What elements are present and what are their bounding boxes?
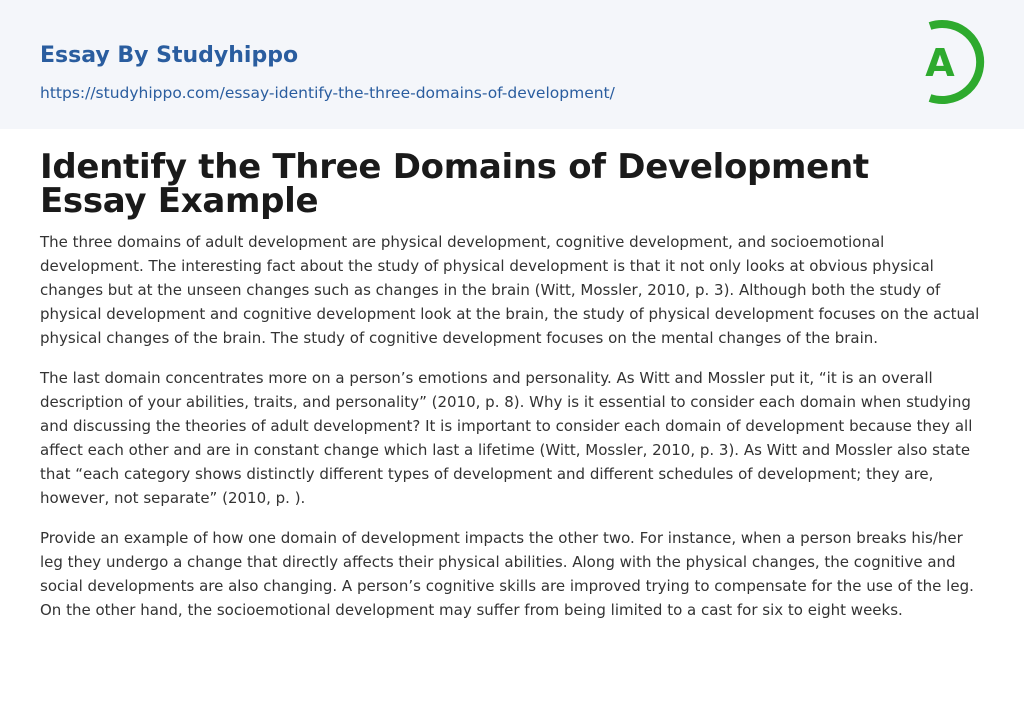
logo-letter: A [925,41,955,85]
studyhippo-logo[interactable] [908,18,988,106]
article-paragraph-2: The last domain concentrates more on a person’s emotions and personality. As Witt and Mossler put it, “it is an overall description of your abilities, traits, and personality” (2010, p. 8). Why is it essential to consider each domain when studying and discussing the theories of adult development? It is important to consider each domain of development because they all affect each other and are in constant change which last a lifetime (Witt, Mossler, 2010, p. 3). As Witt and Mossler also state that “each category shows distinctly different types of development and different schedules of development; they are, however, not separate” (2010, p. ). [40,369,973,507]
source-url-link[interactable]: https://studyhippo.com/essay-identify-the-three-domains-of-development/ [40,84,615,102]
logo-ring-icon [908,18,988,106]
article-paragraph-3: Provide an example of how one domain of development impacts the other two. For instance, when a person breaks his/her leg they undergo a change that directly affects their physical abilities. Along with the physical changes, the cognitive and social developments are also changing. A person’s cognitive skills are improved trying to compensate for the use of the leg. On the other hand, the socioemotional development may suffer from being limited to a cast for six to eight weeks. [40,529,974,619]
brand-title: Essay By Studyhippo [40,43,299,68]
article-title: Identify the Three Domains of Development Essay Example [40,147,869,221]
article-paragraph-1: The three domains of adult development are physical development, cognitive development, and socioemotional development. The interesting fact about the study of physical development is that it not only looks at obvious physical changes but at the unseen changes such as changes in the brain (Witt, Mossler, 2010, p. 3). Although both the study of physical development and cognitive development look at the brain, the study of physical development focuses on the actual physical changes of the brain. The study of cognitive development focuses on the mental changes of the brain. [40,233,980,347]
page-header [0,0,1024,129]
article [0,147,1024,622]
